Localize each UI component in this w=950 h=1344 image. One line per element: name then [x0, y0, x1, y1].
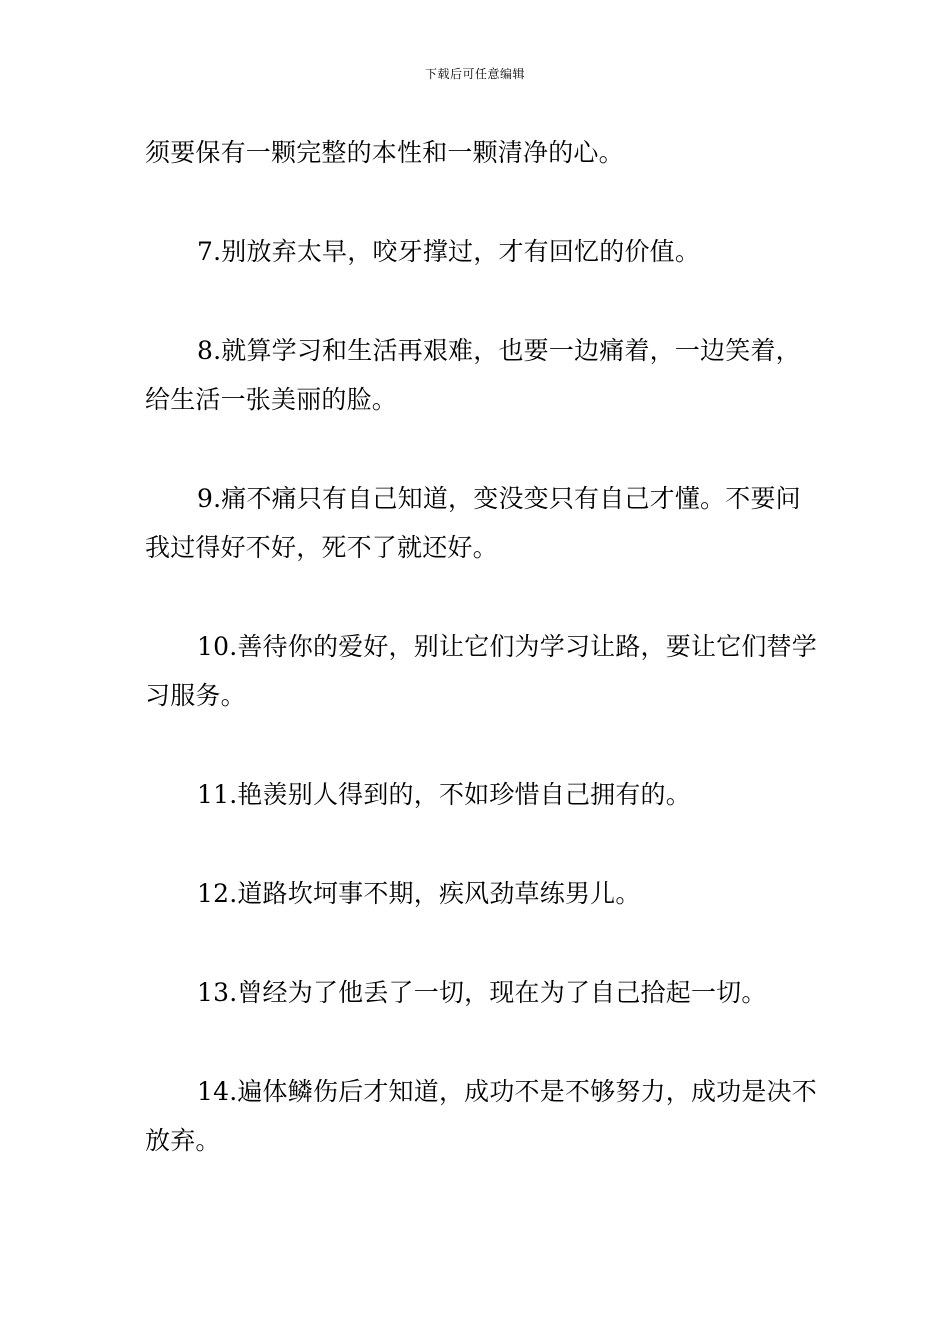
paragraph-item-9: 9.痛不痛只有自己知道，变没变只有自己才懂。不要问我过得好不好，死不了就还好。: [145, 484, 801, 562]
document-body: [145, 128, 825, 1215]
paragraph-continuation: 须要保有一颗完整的本性和一颗清净的心。: [145, 138, 624, 167]
paragraph-item-11: 11.艳羡别人得到的，不如珍惜自己拥有的。: [197, 780, 691, 809]
paragraph-item-10: 10.善待你的爱好，别让它们为学习让路，要让它们替学习服务。: [145, 632, 817, 710]
paragraph-item-14: 14.遍体鳞伤后才知道，成功不是不够努力，成功是决不放弃。: [145, 1077, 817, 1155]
paragraph-item-8: 8.就算学习和生活再艰难，也要一边痛着，一边笑着，给生活一张美丽的脸。: [145, 336, 801, 414]
header-note: 下载后可任意编辑: [424, 67, 525, 81]
paragraph-item-13: 13.曾经为了他丢了一切，现在为了自己拾起一切。: [197, 978, 767, 1007]
paragraph-item-7: 7.别放弃太早，咬牙撑过，才有回忆的价值。: [197, 237, 701, 266]
paragraph-item-12: 12.道路坎坷事不期，疾风劲草练男儿。: [197, 879, 641, 908]
